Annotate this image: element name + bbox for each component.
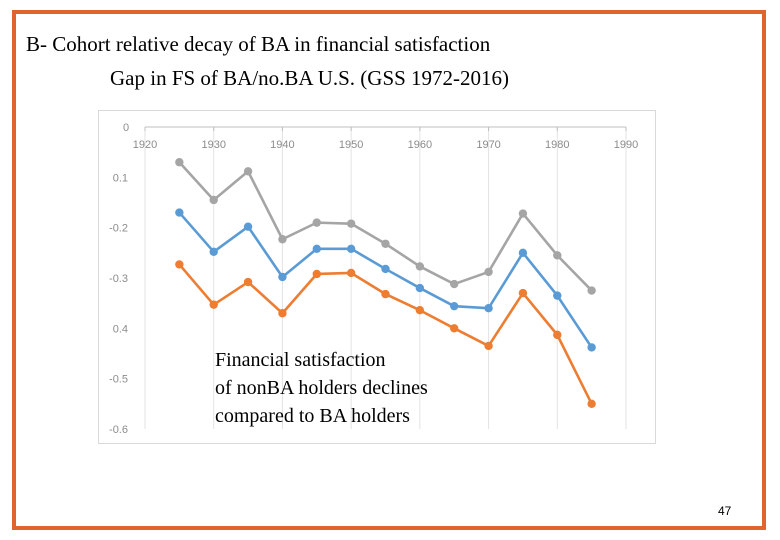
x-tick-label: 1940 [270,139,295,151]
data-point [553,331,561,339]
data-point [313,245,321,253]
data-point [416,284,424,292]
annotation-line: Financial satisfaction [215,349,386,371]
data-point [175,208,183,216]
y-tick-label: -0.2 [109,222,128,235]
slide-subtitle: Gap in FS of BA/no.BA U.S. (GSS 1972-2016) [110,66,510,90]
data-point [519,249,527,257]
data-point [381,240,389,248]
data-point [244,222,252,230]
chart-annotation [215,346,515,430]
data-point [587,343,595,351]
data-point [210,196,218,204]
slide-title: B- Cohort relative decay of BA in financial satisfaction [26,32,491,56]
x-tick-label: 1970 [476,139,501,151]
data-point [278,273,286,281]
data-point [450,324,458,332]
data-point [519,209,527,217]
data-point [313,270,321,278]
x-tick-label: 1920 [132,139,158,151]
x-tick-label: 1950 [338,139,364,151]
data-point [484,268,492,276]
data-point [347,219,355,227]
data-point [484,304,492,312]
data-point [381,290,389,298]
data-point [553,291,561,299]
x-tick-label: 1960 [407,139,433,151]
data-point [381,265,389,273]
data-point [587,286,595,294]
y-tick-label: 0.1 [112,172,128,185]
x-tick-label: 1990 [613,139,639,151]
data-point [313,218,321,226]
data-point [416,262,424,270]
y-tick-label: -0.6 [109,424,128,436]
data-point [210,248,218,256]
series-line [179,213,591,348]
annotation-line: compared to BA holders [215,405,410,427]
x-tick-label: 1980 [545,139,570,151]
annotation-line: of nonBA holders declines [215,377,428,399]
data-point [347,245,355,253]
data-point [553,251,561,259]
y-tick-label: 0 [122,122,130,134]
data-point [278,309,286,317]
data-point [175,260,183,268]
data-point [278,235,286,243]
y-tick-label: 0.4 [112,323,128,336]
y-tick-label: -0.5 [109,373,128,386]
y-tick-label: -0.3 [109,273,128,285]
data-point [244,167,252,175]
data-point [450,280,458,288]
data-point [244,278,252,286]
data-point [519,289,527,297]
data-point [416,306,424,314]
data-point [175,158,183,166]
data-point [347,269,355,277]
data-point [450,302,458,310]
data-point [587,400,595,408]
x-tick-label: 1930 [201,139,226,151]
slide-number: 47 [718,504,732,518]
data-point [210,300,218,308]
